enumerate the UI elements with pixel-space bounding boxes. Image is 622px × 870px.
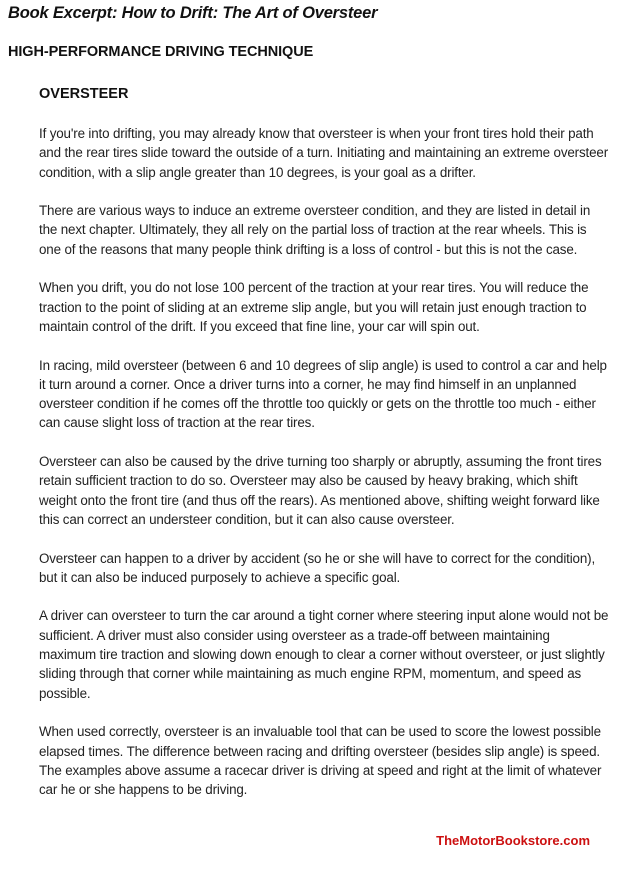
sub-title: OVERSTEER — [39, 86, 129, 102]
brand-link[interactable]: TheMotorBookstore.com — [436, 833, 590, 848]
paragraph: Oversteer can also be caused by the drive turning too sharply or abruptly, assuming the front tires retain sufficient traction to do so. Oversteer may also be caused by heavy braking, which shift weight onto the front tire (and thus off the rears). As mentioned above, shifting weight forward like this can correct an understeer condition, but it can also cause oversteer. — [39, 454, 602, 527]
article-body — [39, 124, 609, 819]
section-title: HIGH-PERFORMANCE DRIVING TECHNIQUE — [8, 44, 314, 60]
paragraph: If you're into drifting, you may already know that oversteer is when your front tires hold their path and the rear tires slide toward the outside of a turn. Initiating and maintaining an extreme oversteer condition, with a slip angle greater than 10 degrees, is your goal as a drifter. — [39, 126, 609, 180]
paragraph: A driver can oversteer to turn the car around a tight corner where steering input alone would not be sufficient. A driver must also consider using oversteer as a trade-off between maintaining maximum tire traction and slowing down enough to clear a corner without oversteer, or just slightly sliding through that corner while maintaining as much engine RPM, momentum, and speed as possible. — [39, 608, 609, 701]
paragraph: There are various ways to induce an extreme oversteer condition, and they are listed in detail in the next chapter. Ultimately, they all rely on the partial loss of traction at the rear wheels. This is one of the reasons that many people think drifting is a loss of control - but this is not the case. — [39, 203, 591, 257]
paragraph: Oversteer can happen to a driver by accident (so he or she will have to correct for the condition), but it can also be induced purposely to achieve a specific goal. — [39, 550, 596, 585]
paragraph: In racing, mild oversteer (between 6 and 10 degrees of slip angle) is used to control a car and help it turn around a corner. Once a driver turns into a corner, he may find himself in an unplanned oversteer condition if he comes off the throttle too quickly or gets on the throttle too much - either can cause slight loss of traction at the rear tires. — [39, 357, 607, 431]
excerpt-title: Book Excerpt: How to Drift: The Art of Oversteer — [8, 4, 378, 22]
paragraph: When you drift, you do not lose 100 percent of the traction at your rear tires. You will reduce the traction to the point of sliding at an extreme slip angle, but you will retain just enough traction to maintain control of the drift. If you exceed that fine line, your car will spin out. — [39, 280, 589, 334]
paragraph: When used correctly, oversteer is an invaluable tool that can be used to score the lowest possible elapsed times. The difference between racing and drifting oversteer (besides slip angle) is speed. The examples above assume a racecar driver is driving at speed and right at the limit of whatever car he or she happens to be driving. — [39, 724, 602, 798]
